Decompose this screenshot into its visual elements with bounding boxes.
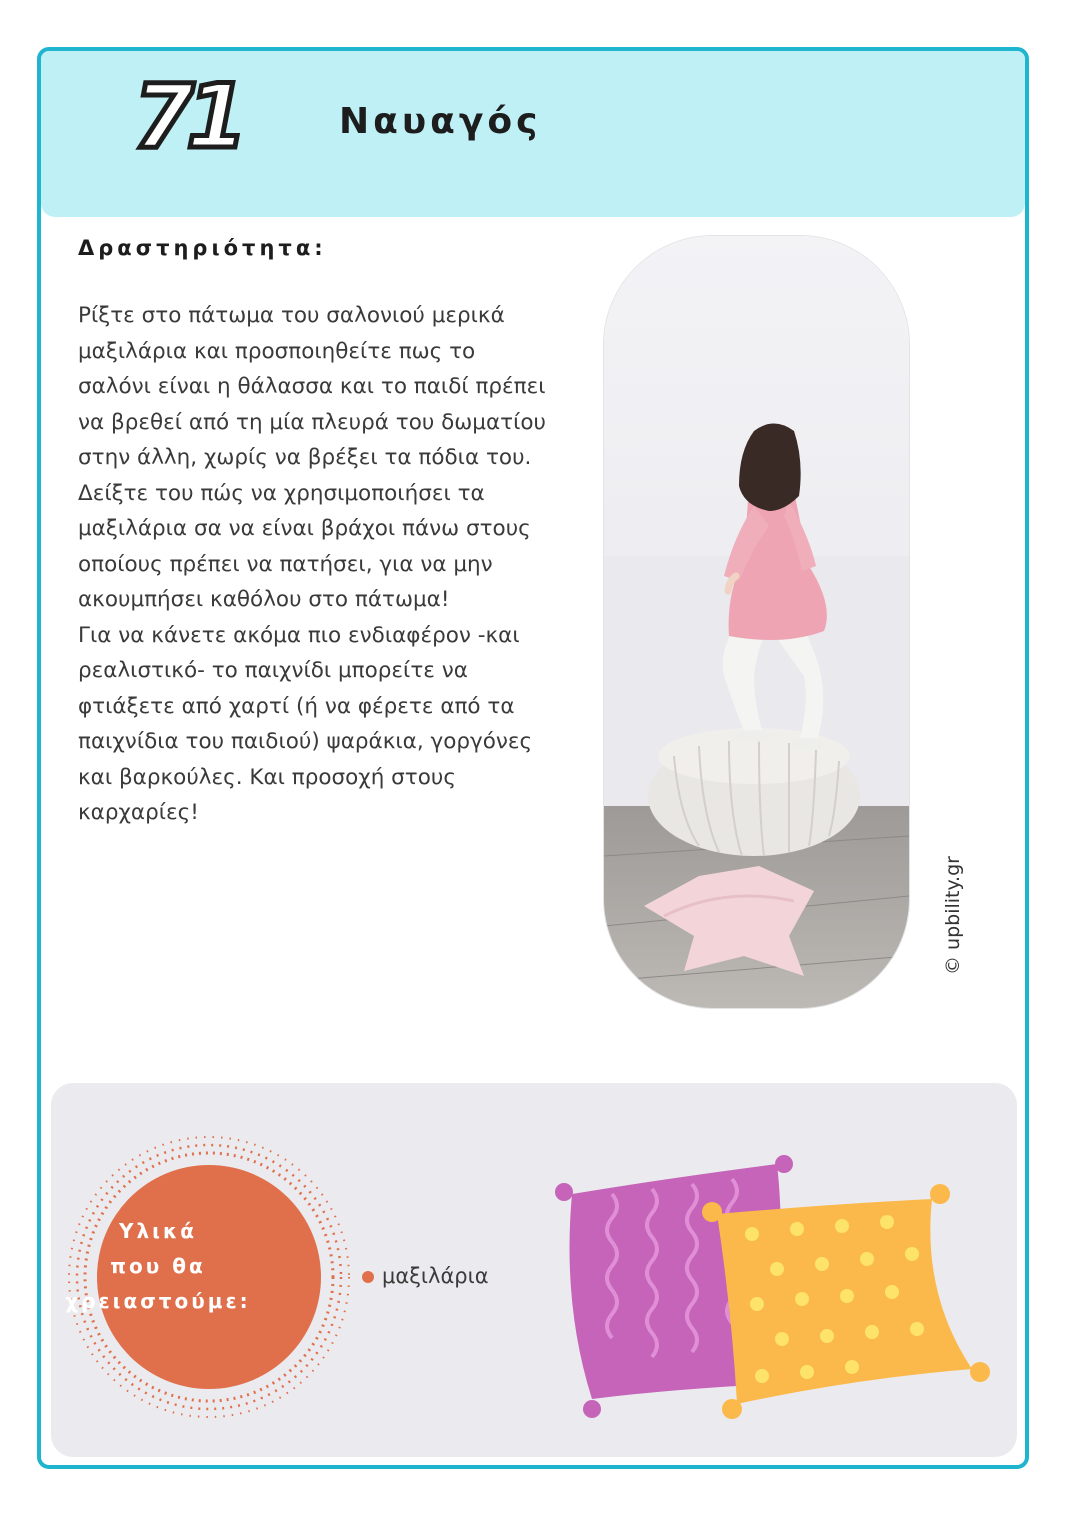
materials-item-label: μαξιλάρια [382, 1264, 489, 1288]
materials-list-item [362, 1264, 489, 1288]
activity-label: Δραστηριότητα: [78, 236, 327, 260]
pillows-illustration [552, 1154, 992, 1434]
materials-heading-line-2: που θα [110, 1254, 206, 1278]
description-paragraph-2: Για να κάνετε ακόμα πιο ενδιαφέρον -και ρεαλιστικό- το παιχνίδι μπορείτε να φτιάξετε από χαρτί (ή να φέρετε από τα παιχνίδια του παιδιού) ψαράκια, γοργόνες και βαρκούλες. Και προσοχή στους καρχαρίες! [78, 622, 533, 825]
yellow-pillow-icon [702, 1184, 990, 1419]
activity-title: Ναυαγός [339, 101, 542, 142]
materials-heading-line-1: Υλικά [119, 1219, 197, 1243]
copyright-text: © upbility.gr [942, 856, 964, 975]
activity-number: 71 [133, 65, 240, 168]
materials-heading-line-3: χρειαστούμε: [65, 1289, 251, 1313]
materials-heading [48, 1214, 268, 1319]
description-paragraph-1: Ρίξτε στο πάτωμα του σαλονιού μερικά μαξιλάρια και προσποιηθείτε πως το σαλόνι είναι η θάλασσα και το παιδί πρέπει να βρεθεί από τη μία πλευρά του δωματίου στην άλλη, χωρίς να βρέξει τα πόδια του. Δείξτε του πώς να χρησιμοποιήσει τα μαξιλάρια σα να είναι βράχοι πάνω στους οποίους πρέπει να πατήσει, για να μην ακουμπήσει καθόλου στο πάτωμα! [78, 303, 546, 612]
bullet-icon [362, 1271, 374, 1283]
